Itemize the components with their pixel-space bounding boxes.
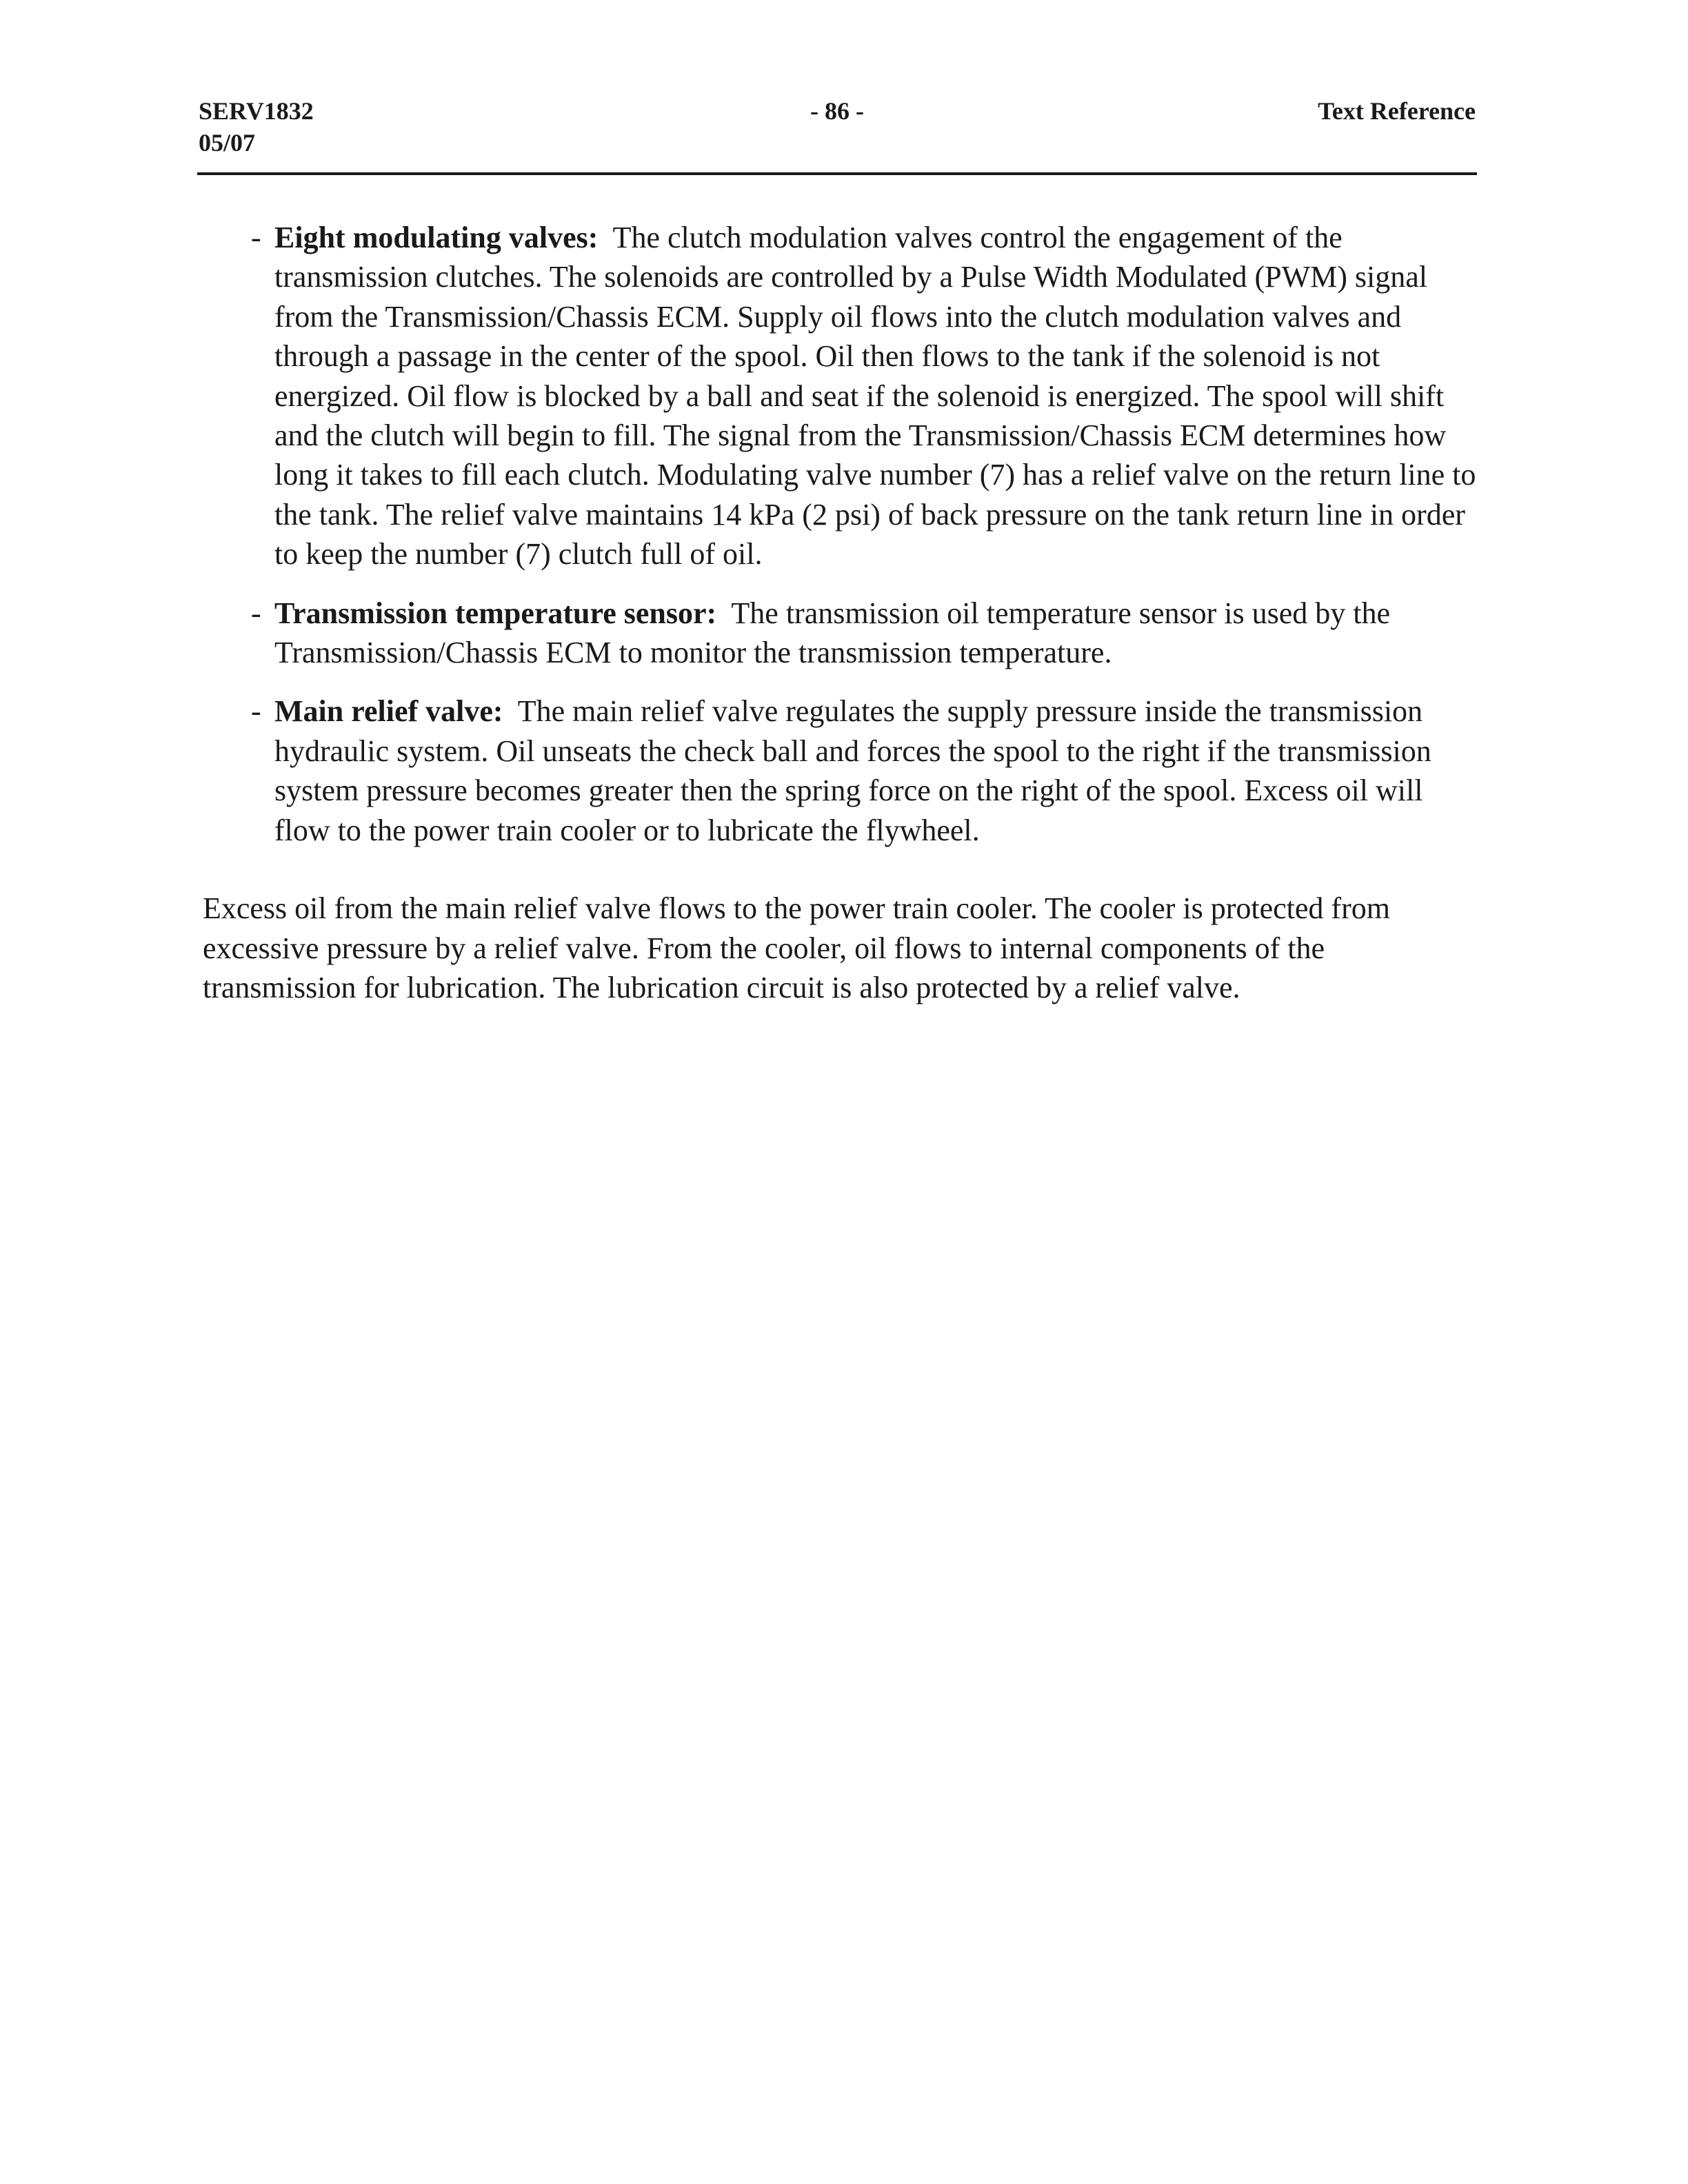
bullet-item-temperature-sensor [203,594,1485,673]
document-date: 05/07 [199,129,256,156]
bullet-dash: - [251,596,261,630]
bullet-dash: - [251,221,261,254]
header-divider [197,172,1477,175]
page-body [203,218,1485,1007]
bullet-term: Eight modulating valves: [274,221,599,254]
bullet-item-modulating-valves [203,218,1485,574]
section-title: Text Reference [1318,97,1476,125]
page-number: - 86 - [810,97,864,125]
bullet-text: The main relief valve regulates the supply pressure inside the transmission hydraulic system. Oil unseats the check ball and forces the spool to the right if the transmission system pressure becomes greater then the spring force on the right of the spool. Excess oil will flow to the power train cooler or to lubricate the flywheel. [274,694,1431,847]
bullet-term: Transmission temperature sensor: [274,596,717,630]
document-id: SERV1832 [199,97,314,125]
closing-paragraph: Excess oil from the main relief valve flows to the power train cooler. The cooler is protected from excessive pressure by a relief valve. From the cooler, oil flows to internal components of the transmission for lubrication. The lubrication circuit is also protected by a relief valve. [203,891,1390,1004]
bullet-dash: - [251,694,261,729]
bullet-item-main-relief-valve [203,691,1485,850]
bullet-text: The transmission oil temperature sensor is used by the Transmission/Chassis ECM to monitor the transmission temperature. [274,596,1391,670]
bullet-text: The clutch modulation valves control the engagement of the transmission clutches. The solenoids are controlled by a Pulse Width Modulated (PWM) signal from the Transmission/Chassis ECM. Supply oil flows into the clutch modulation valves and through a passage in the center of the spool. Oil then flows to the tank if the solenoid is not energized. Oil flow is blocked by a ball and seat if the solenoid is energized. The spool will shift and the clutch will begin to fill. The signal from the Transmission/Chassis ECM determines how long it takes to fill each clutch. Modulating valve number (7) has a relief valve on the return line to the tank. The relief valve maintains 14 kPa (2 psi) of back pressure on the tank return line in order to keep the number (7) clutch full of oil. [274,221,1476,572]
page-header [199,95,1476,164]
bullet-term: Main relief valve: [274,694,503,729]
